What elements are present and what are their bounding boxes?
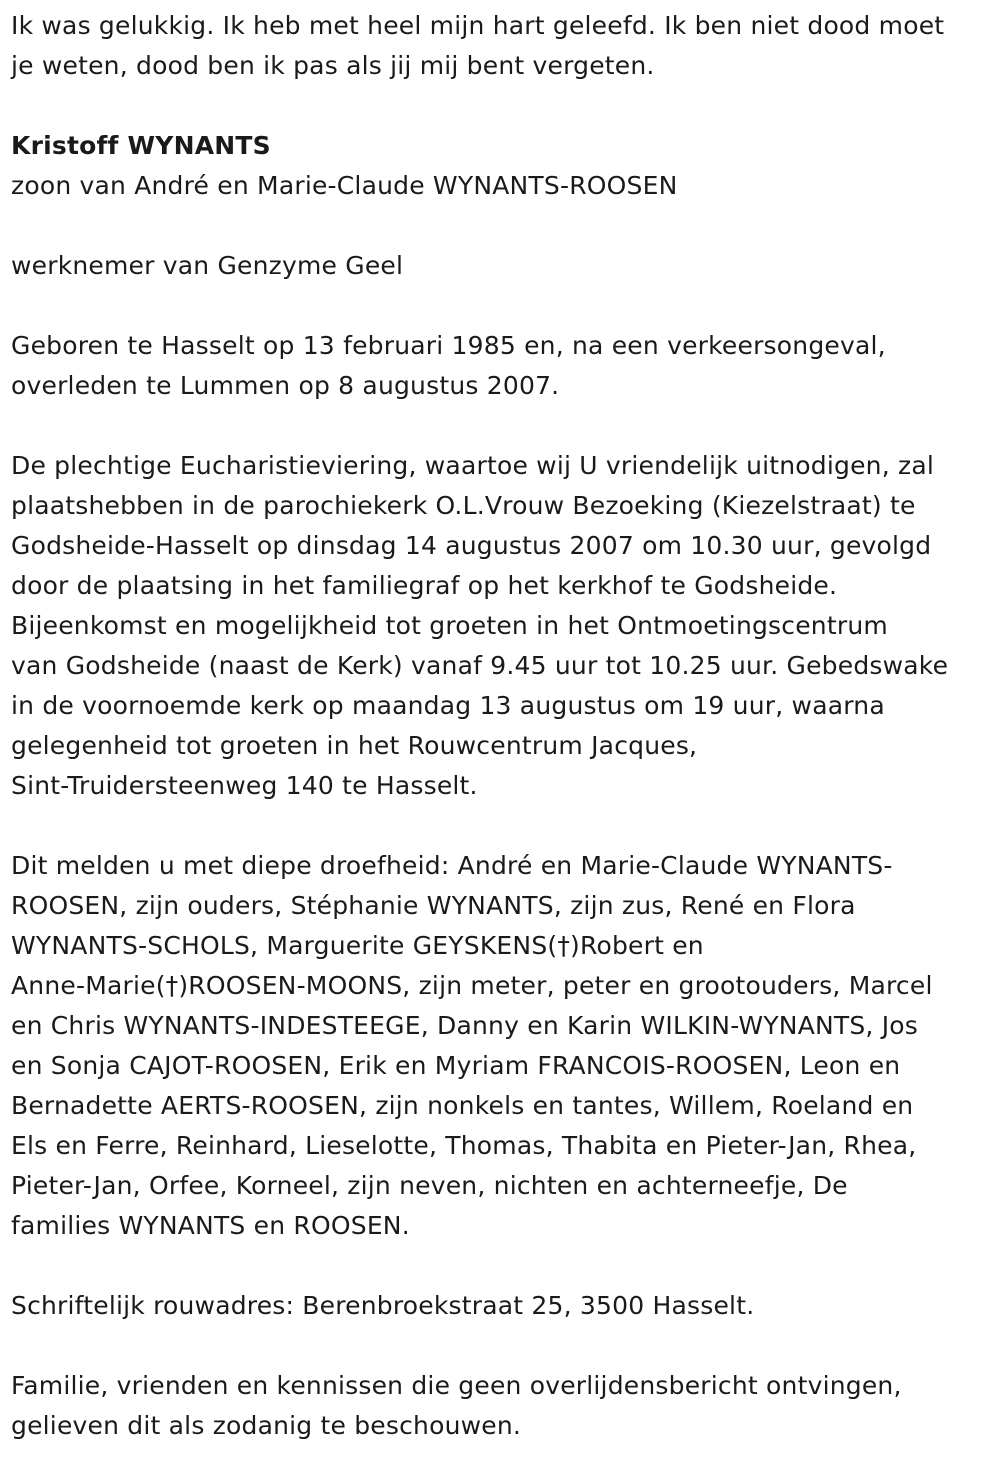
- address-text: Schriftelijk rouwadres: Berenbroekstraat 25, 3500 Hasselt.: [11, 1291, 755, 1320]
- ceremony-text: De plechtige Eucharistieviering, waartoe wij U vriendelijk uitnodigen, zal plaatshebben in de parochiekerk O.L.Vrouw Bezoeking (Kiezelstraat) te Godsheide-Hasselt op dinsdag 14 augustus 2007 om 10.30 uur, gevolgd door de plaatsing in het familiegraf op het kerkhof te Godsheide. Bijeenkomst en mogelijkheid tot groeten in het Ontmoetingscentrum van Godsheide (naast de Kerk) vanaf 9.45 uur tot 10.25 uur. Gebedswake in de voornoemde kerk op maandag 13 augustus om 19 uur, waarna gelegenheid tot groeten in het Rouwcentrum Jacques, Sint-Truidersteenweg 140 te Hasselt.: [11, 451, 949, 800]
- spacer: [11, 1246, 991, 1286]
- birth-death-text: Geboren te Hasselt op 13 februari 1985 en, na een verkeersongeval, overleden te Lummen op 8 augustus 2007.: [11, 331, 886, 400]
- spacer: [11, 206, 991, 246]
- parents-text: zoon van André en Marie-Claude WYNANTS-ROOSEN: [11, 171, 678, 200]
- spacer: [11, 806, 991, 846]
- deceased-name: Kristoff WYNANTS: [11, 131, 271, 160]
- closing-text: Familie, vrienden en kennissen die geen overlijdensbericht ontvingen, gelieven dit als zodanig te beschouwen.: [11, 1371, 902, 1440]
- spacer: [11, 86, 991, 126]
- motto-text: Ik was gelukkig. Ik heb met heel mijn hart geleefd. Ik ben niet dood moet je weten, dood ben ik pas als jij mij bent vergeten.: [11, 11, 945, 80]
- obituary-document: [11, 6, 991, 1446]
- announcement-text: Dit melden u met diepe droefheid: André en Marie-Claude WYNANTS- ROOSEN, zijn ouders, Stéphanie WYNANTS, zijn zus, René en Flora WYNANTS-SCHOLS, Marguerite GEYSKENS(†)Robert en Anne-Marie(†)ROOSEN-MOONS, zijn meter, peter en grootouders, Marcel en Chris WYNANTS-INDESTEEGE, Danny en Karin WILKIN-WYNANTS, Jos en Sonja CAJOT-ROOSEN, Erik en Myriam FRANCOIS-ROOSEN, Leon en Bernadette AERTS-ROOSEN, zijn nonkels en tantes, Willem, Roeland en Els en Ferre, Reinhard, Lieselotte, Thomas, Thabita en Pieter-Jan, Rhea, Pieter-Jan, Orfee, Korneel, zijn neven, nichten en achterneefje, De families WYNANTS en ROOSEN.: [11, 851, 933, 1240]
- employment-text: werknemer van Genzyme Geel: [11, 251, 404, 280]
- spacer: [11, 286, 991, 326]
- spacer: [11, 406, 991, 446]
- spacer: [11, 1326, 991, 1366]
